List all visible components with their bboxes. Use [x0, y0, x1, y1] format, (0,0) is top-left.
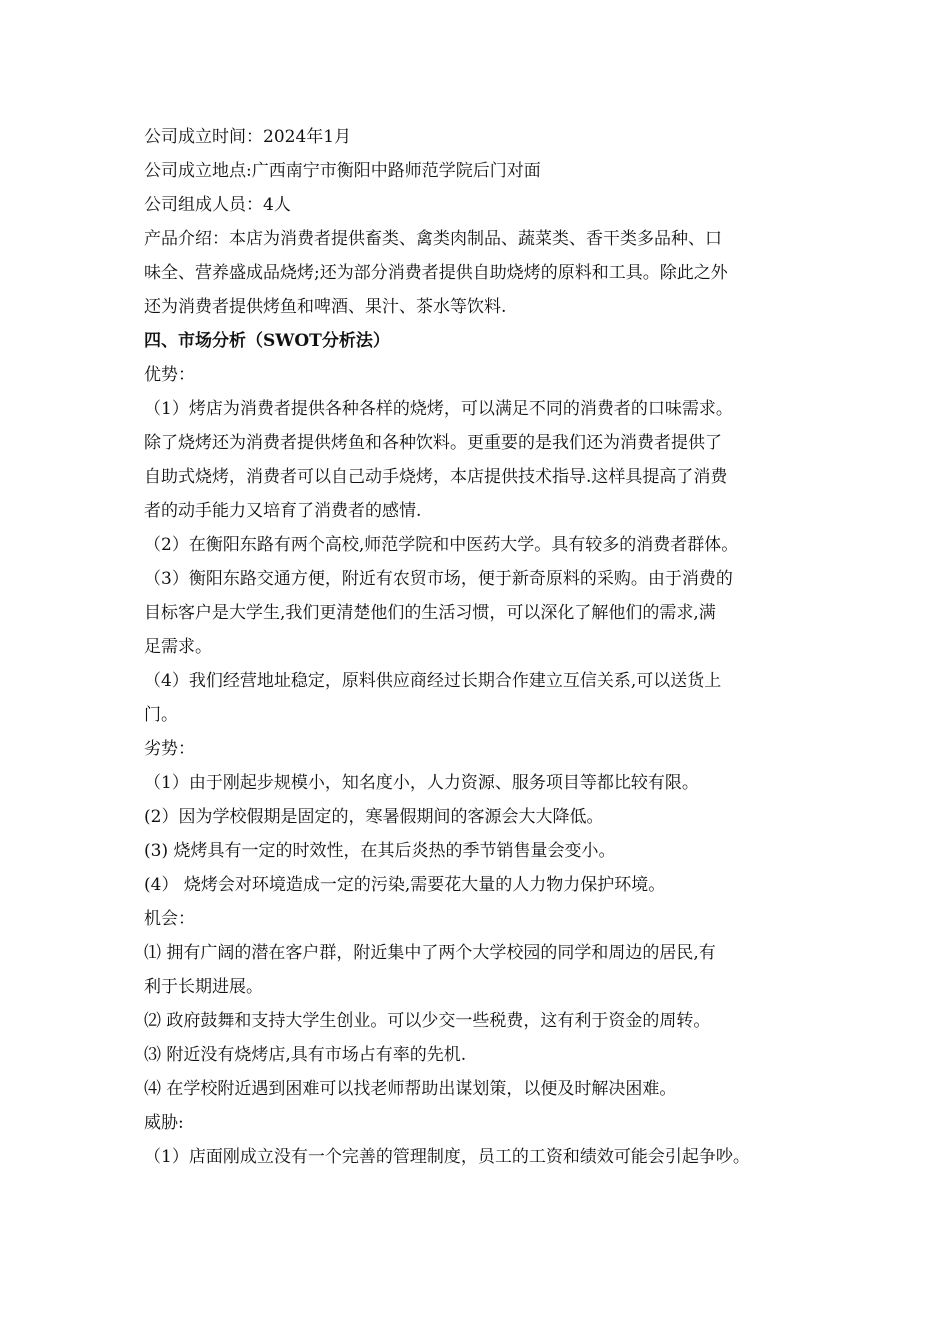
weakness-1-line: （1）由于刚起步规模小，知名度小，人力资源、服务项目等都比较有限。 [144, 773, 699, 793]
strength-4-line-2: 门。 [144, 705, 178, 725]
opportunity-3-line: ⑶ 附近没有烧烤店,具有市场占有率的先机. [144, 1045, 467, 1065]
strength-3-line-2: 目标客户是大学生,我们更清楚他们的生活习惯，可以深化了解他们的需求,满 [144, 603, 716, 623]
threats-heading: 威胁: [144, 1113, 184, 1133]
opportunity-1-line-1: ⑴ 拥有广阔的潜在客户群，附近集中了两个大学校园的同学和周边的居民,有 [144, 943, 716, 963]
strength-1-line-3: 自助式烧烤，消费者可以自己动手烧烤，本店提供技术指导.这样具提高了消费 [144, 467, 728, 487]
staff-count-line: 公司组成人员：4人 [144, 195, 291, 215]
founding-location-line: 公司成立地点:广西南宁市衡阳中路师范学院后门对面 [144, 161, 541, 181]
document-page [144, 120, 824, 1174]
product-intro-line-2: 味全、营养盛成品烧烤;还为部分消费者提供自助烧烤的原料和工具。除此之外 [144, 263, 728, 283]
threat-1-line: （1）店面刚成立没有一个完善的管理制度，员工的工资和绩效可能会引起争吵。 [144, 1147, 750, 1167]
strengths-heading: 优势： [144, 365, 195, 385]
strength-3-line-3: 足需求。 [144, 637, 212, 657]
weaknesses-heading: 劣势： [144, 739, 195, 759]
strength-1-line-4: 者的动手能力又培育了消费者的感情. [144, 501, 422, 521]
opportunity-2-line: ⑵ 政府鼓舞和支持大学生创业。可以少交一些税费，这有利于资金的周转。 [144, 1011, 711, 1031]
section-heading-market-analysis: 四、市场分析（SWOT分析法） [144, 331, 390, 351]
strength-1-line-2: 除了烧烤还为消费者提供烤鱼和各种饮料。更重要的是我们还为消费者提供了 [144, 433, 722, 453]
weakness-4-line: (4） 烧烤会对环境造成一定的污染,需要花大量的人力物力保护环境。 [144, 875, 666, 895]
strength-4-line-1: （4）我们经营地址稳定，原料供应商经过长期合作建立互信关系,可以送货上 [144, 671, 722, 691]
founding-date-line: 公司成立时间：2024年1月 [144, 127, 352, 147]
weakness-3-line: (3) 烧烤具有一定的时效性，在其后炎热的季节销售量会变小。 [144, 841, 616, 861]
opportunity-1-line-2: 利于长期进展。 [144, 977, 263, 997]
product-intro-line-1: 产品介绍：本店为消费者提供畜类、禽类肉制品、蔬菜类、香干类多品种、口 [144, 229, 722, 249]
strength-1-line-1: （1）烤店为消费者提供各种各样的烧烤，可以满足不同的消费者的口味需求。 [144, 399, 733, 419]
product-intro-line-3: 还为消费者提供烤鱼和啤酒、果汁、茶水等饮料. [144, 297, 507, 317]
strength-3-line-1: （3）衡阳东路交通方便，附近有农贸市场，便于新奇原料的采购。由于消费的 [144, 569, 733, 589]
opportunity-4-line: ⑷ 在学校附近遇到困难可以找老师帮助出谋划策，以便及时解决困难。 [144, 1079, 677, 1099]
opportunities-heading: 机会： [144, 909, 195, 929]
weakness-2-line: (2）因为学校假期是固定的，寒暑假期间的客源会大大降低。 [144, 807, 604, 827]
strength-2-line: （2）在衡阳东路有两个高校,师范学院和中医药大学。具有较多的消费者群体。 [144, 535, 739, 555]
